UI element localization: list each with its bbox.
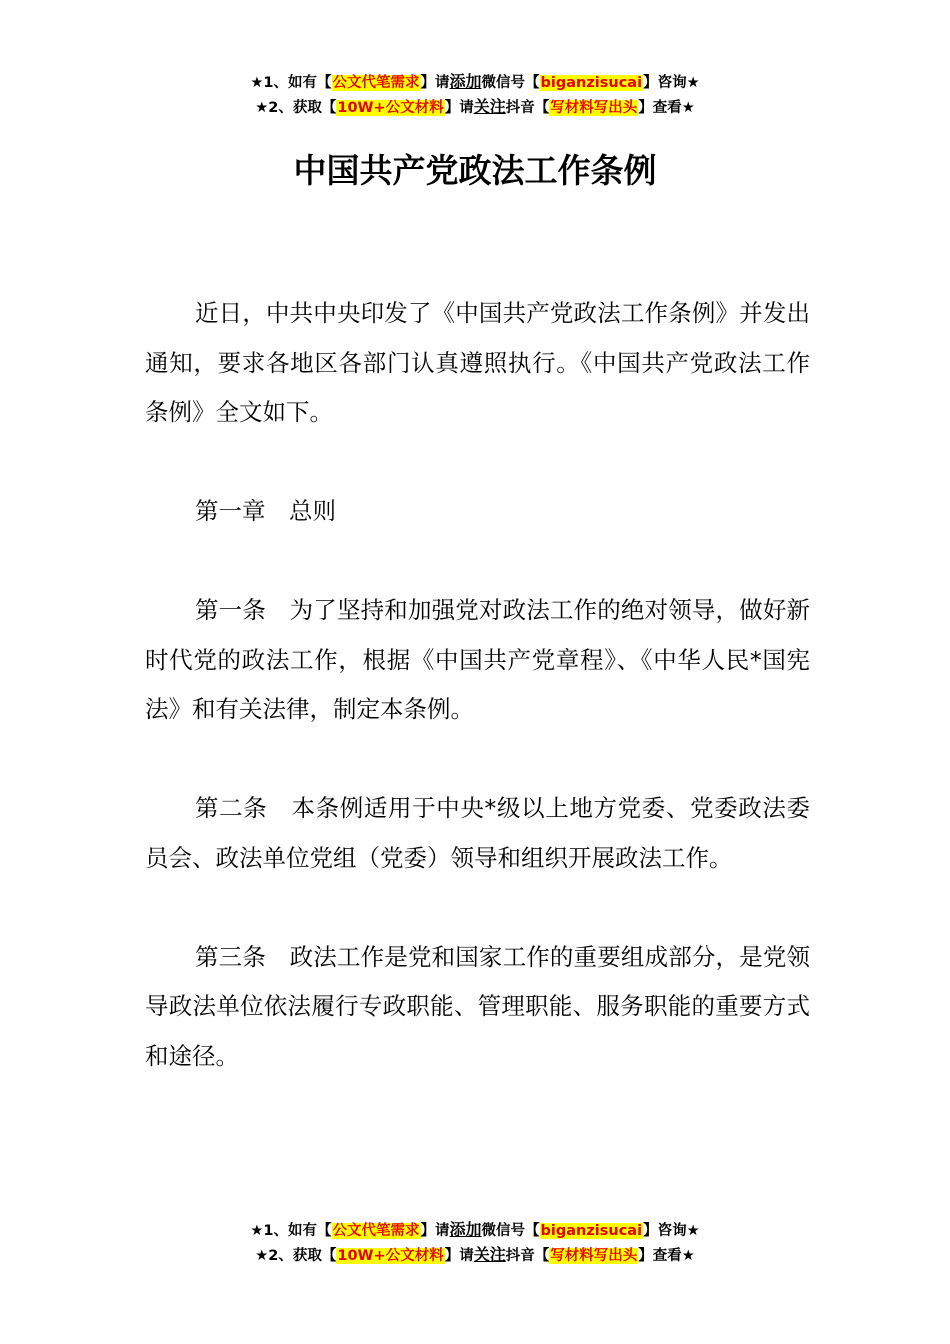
promo-highlight: 10W+公文材料	[337, 1248, 444, 1264]
star-icon: ★	[681, 1248, 695, 1264]
promo-line-1: ★1、如有【公文代笔需求】请添加微信号【biganzisucai】咨询★	[250, 1220, 700, 1239]
article-2: 第二条 本条例适用于中央*级以上地方党委、党委政法委员会、政法单位党组（党委）领导和组织开展政法工作。	[145, 794, 810, 872]
promo-line-1: ★1、如有【公文代笔需求】请添加微信号【biganzisucai】咨询★	[250, 72, 700, 91]
star-icon: ★	[255, 1248, 269, 1264]
document-title: 中国共产党政法工作条例	[293, 151, 657, 190]
promo-highlight: 公文代笔需求	[332, 75, 420, 91]
chapter-heading: 第一章 总则	[195, 497, 336, 525]
top-promo-banner	[0, 70, 950, 120]
star-icon: ★	[250, 75, 264, 91]
promo-highlight: 公文代笔需求	[332, 1223, 420, 1239]
bottom-promo-banner	[0, 1218, 950, 1268]
wechat-id-highlight: biganzisucai	[540, 75, 643, 91]
star-icon: ★	[255, 100, 269, 116]
star-icon: ★	[686, 75, 700, 91]
document-body	[145, 289, 810, 1081]
article-3: 第三条 政法工作是党和国家工作的重要组成部分，是党领导政法单位依法履行专政职能、管理职能、服务职能的重要方式和途径。	[145, 942, 810, 1070]
star-icon: ★	[686, 1223, 700, 1239]
douyin-id-highlight: 写材料写出头	[550, 1248, 638, 1264]
promo-line-2: ★2、获取【10W+公文材料】请关注抖音【写材料写出头】查看★	[255, 1245, 695, 1264]
promo-line-2: ★2、获取【10W+公文材料】请关注抖音【写材料写出头】查看★	[255, 97, 695, 116]
wechat-id-highlight: biganzisucai	[540, 1223, 643, 1239]
star-icon: ★	[681, 100, 695, 116]
star-icon: ★	[250, 1223, 264, 1239]
douyin-id-highlight: 写材料写出头	[550, 100, 638, 116]
paragraph-intro: 近日，中共中央印发了《中国共产党政法工作条例》并发出通知，要求各地区各部门认真遵照执行。《中国共产党政法工作条例》全文如下。	[145, 299, 810, 426]
article-1: 第一条 为了坚持和加强党对政法工作的绝对领导，做好新时代党的政法工作，根据《中国共产党章程》、《中华人民*国宪法》和有关法律，制定本条例。	[145, 596, 810, 723]
promo-highlight: 10W+公文材料	[337, 100, 444, 116]
